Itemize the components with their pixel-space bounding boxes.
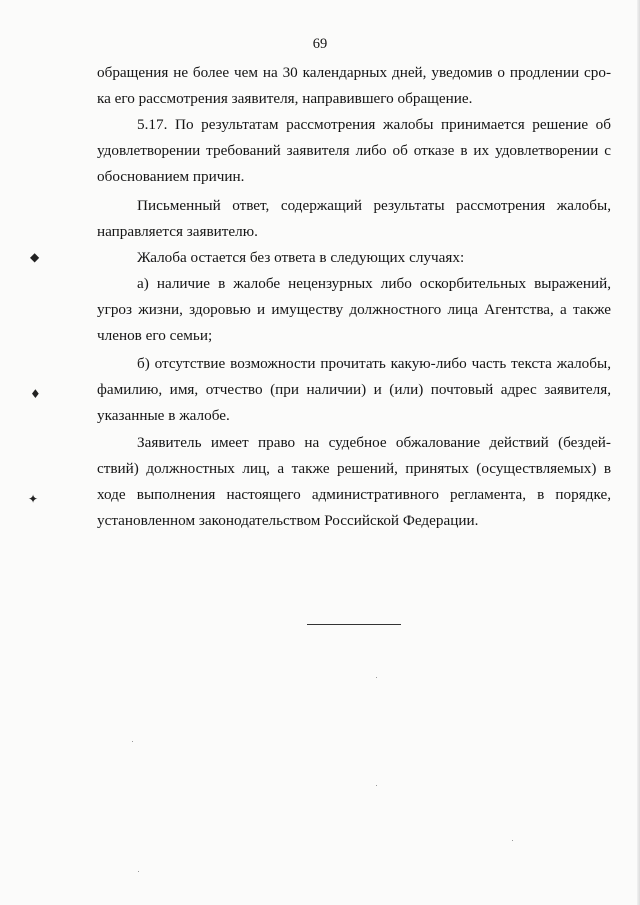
scan-speck — [132, 741, 133, 742]
end-of-text-rule — [307, 624, 401, 625]
text-line: удовлетворении требований заявителя либо об отказе в их удовлетворении с — [97, 142, 611, 159]
scan-speck — [376, 785, 377, 786]
text-line: Жалоба остается без ответа в следующих случаях: — [137, 249, 465, 266]
text-line: ходе выполнения настоящего административного регламента, в порядке, — [97, 486, 611, 503]
text-line: Заявитель имеет право на судебное обжалование действий (бездей- — [137, 434, 611, 451]
text-line: установленном законодательством Российской Федерации. — [97, 512, 479, 529]
text-line: ка его рассмотрения заявителя, направившего обращение. — [97, 90, 473, 107]
text-line: членов его семьи; — [97, 327, 213, 344]
page-number: 69 — [312, 36, 328, 52]
text-line: б) отсутствие возможности прочитать какую-либо часть текста жалобы, — [137, 355, 611, 372]
text-line: указанные в жалобе. — [97, 407, 230, 424]
scan-speck — [376, 677, 377, 678]
text-line: обоснованием причин. — [97, 168, 245, 185]
text-line: ствий) должностных лиц, а также решений, принятых (осуществляемых) в — [97, 460, 611, 477]
scan-speck — [512, 840, 513, 841]
margin-bullet-mark-icon: ◆ — [30, 250, 40, 264]
margin-bullet-mark-icon: ♦ — [30, 387, 41, 401]
text-line: фамилию, имя, отчество (при наличии) и (или) почтовый адрес заявителя, — [97, 381, 611, 398]
text-line: Письменный ответ, содержащий результаты рассмотрения жалобы, — [137, 197, 611, 214]
text-line: угроз жизни, здоровью и имуществу должностного лица Агентства, а также — [97, 301, 611, 318]
text-line: обращения не более чем на 30 календарных дней, уведомив о продлении сро- — [97, 64, 611, 81]
scan-speck — [138, 871, 139, 872]
text-line: а) наличие в жалобе нецензурных либо оскорбительных выражений, — [137, 275, 611, 292]
margin-star-mark-icon: ✦ — [28, 492, 39, 506]
text-line: направляется заявителю. — [97, 223, 258, 240]
text-line: 5.17. По результатам рассмотрения жалобы принимается решение об — [137, 116, 611, 133]
